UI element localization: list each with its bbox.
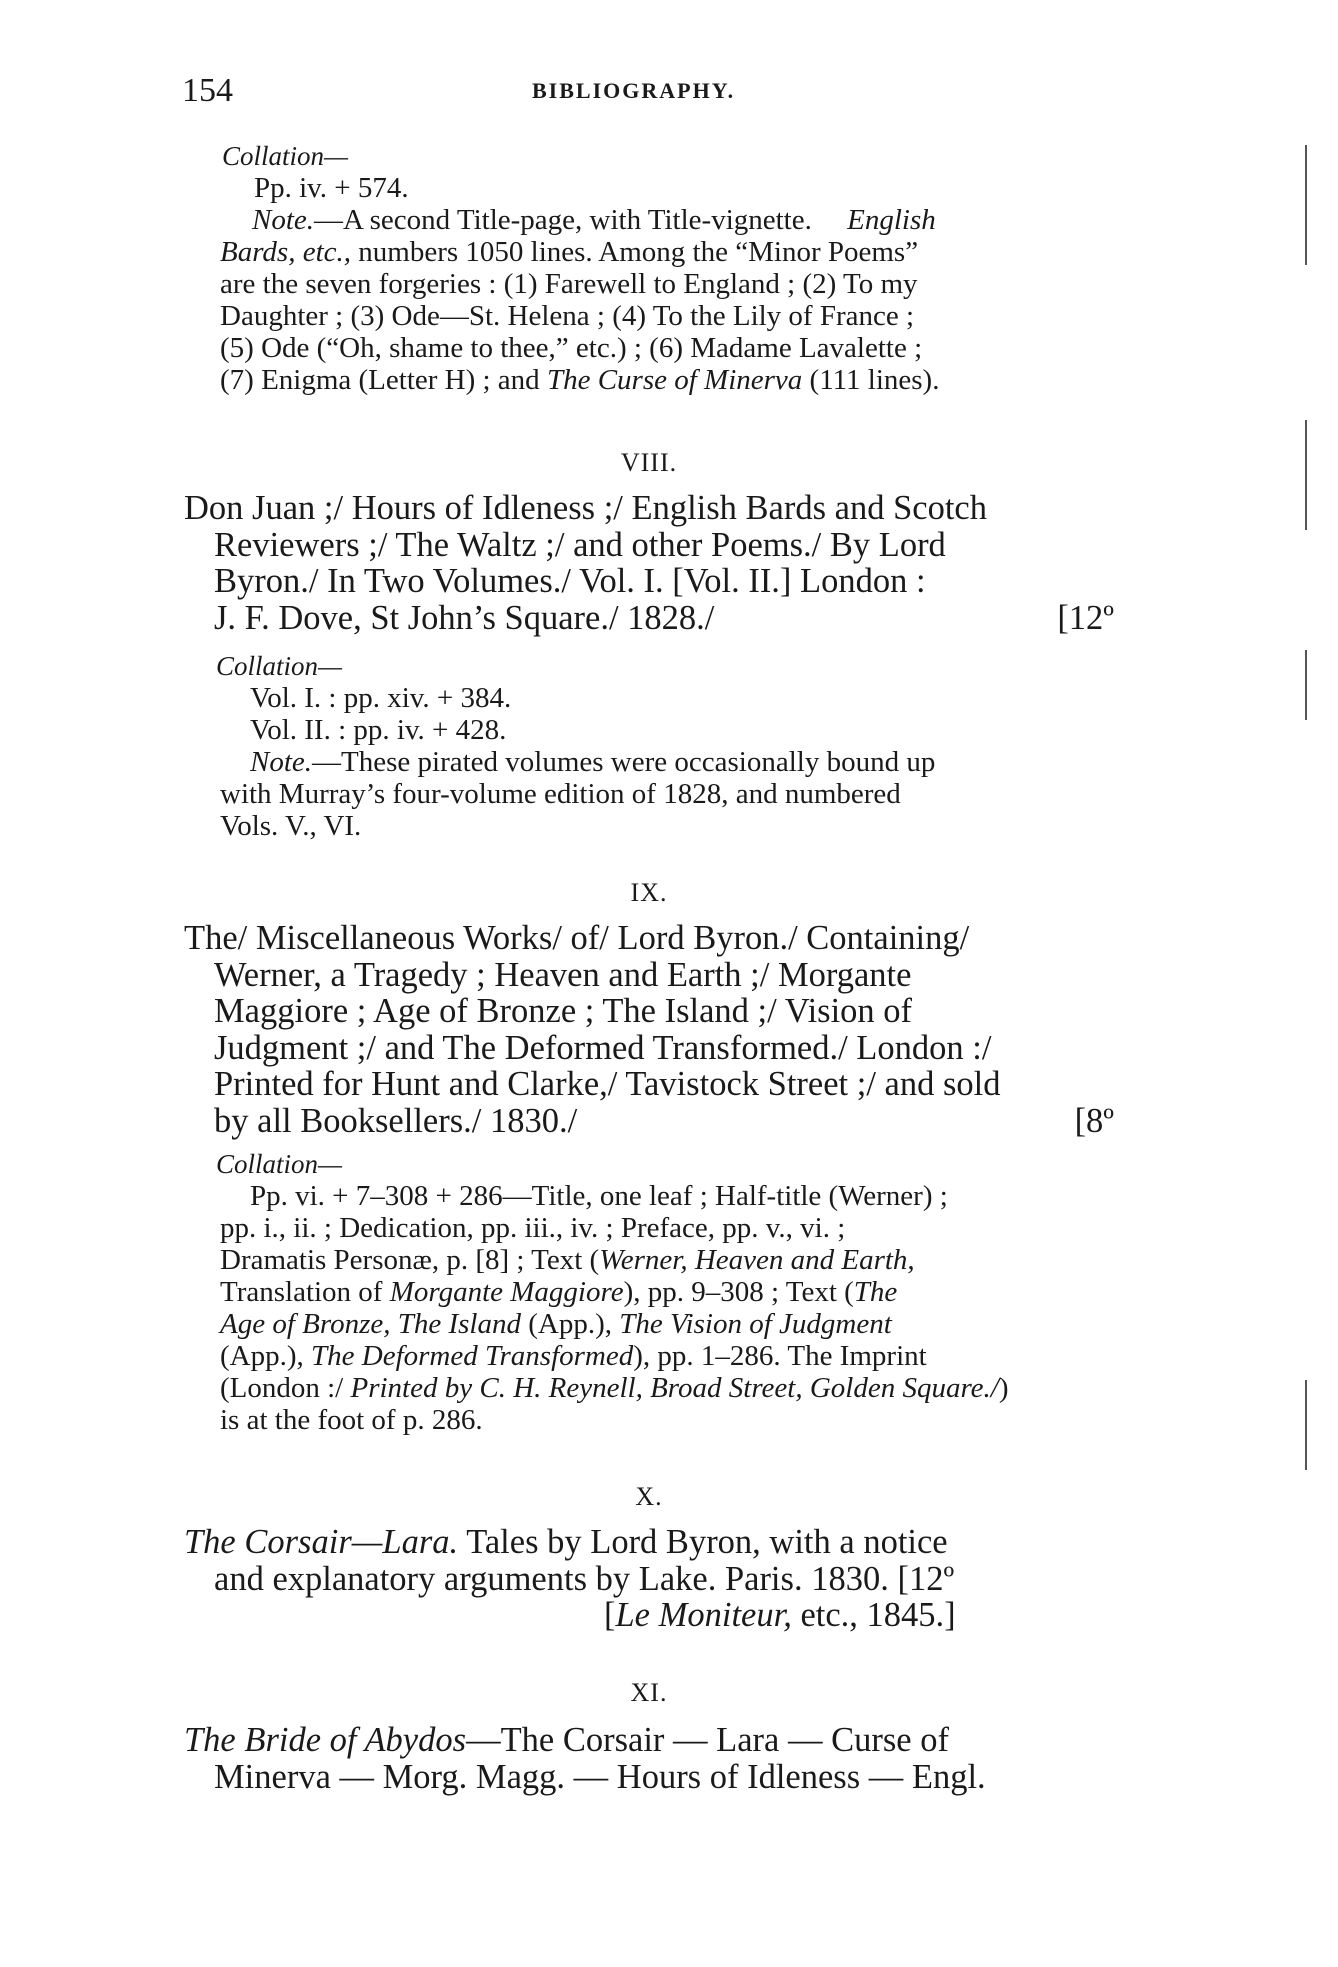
scan-mark: [1305, 420, 1307, 530]
running-head: BIBLIOGRAPHY.: [532, 78, 736, 103]
entry-ix-number-wrap: [184, 878, 1114, 914]
entry-number: X.: [635, 1482, 663, 1511]
entry-viii-number-wrap: [184, 448, 1114, 484]
entry-viii-title: Don Juan ;/ Hours of Idleness ;/ English Bards and Scotch Reviewers ;/ The Waltz ;/ and other Poems./ By Lord Byron./ In Two Volumes./ Vol. I. [Vol. II.] London : J. F. Dove, St John’s Square./ 1828./ [12º: [184, 489, 1114, 637]
entry-x-number-wrap: [184, 1482, 1114, 1518]
entry-xi-number-wrap: [184, 1678, 1114, 1714]
entry-vii-collation: Collation— Pp. iv. + 574. Note.—A second Title-page, with Title-vignette. English Bards, etc., numbers 1050 lines. Among the “Minor Poems” are the seven forgeries : (1) Farewell to England ; (2) To my Daughter ; (3) Ode—St. Helena ; (4) To the Lily of France ; (5) Ode (“Oh, shame to thee,” etc.) ; (6) Madame Lavalette ; (7) Enigma (Letter H) ; and The Curse of Minerva (111 lines).: [184, 140, 1114, 396]
page-header: [182, 72, 1122, 112]
note-label: Note.: [252, 204, 315, 236]
entry-x-title: The Corsair—Lara. Tales by Lord Byron, with a notice and explanatory arguments by Lake. Paris. 1830. [12º [Le Moniteur, etc., 1845.]: [184, 1523, 956, 1634]
entry-number: IX.: [630, 878, 668, 907]
entry-ix-title: The/ Miscellaneous Works/ of/ Lord Byron./ Containing/ Werner, a Tragedy ; Heaven and Earth ;/ Morgante Maggiore ; Age of Bronze ; The Island ;/ Vision of Judgment ;/ and The Deformed Transformed./ London :/ Printed for Hunt and Clarke,/ Tavistock Street ;/ and sold by all Booksellers./ 1830./ [8º: [184, 919, 1114, 1140]
entry-viii-collation: Collation— Vol. I. : pp. xiv. + 384. Vol. II. : pp. iv. + 428. Note.—These pirated volumes were occasionally bound up with Murray’s four-volume edition of 1828, and numbered Vols. V., VI.: [216, 651, 936, 842]
format: [8º: [1074, 1101, 1114, 1140]
entry-ix-collation: Collation— Pp. vi. + 7–308 + 286—Title, one leaf ; Half-title (Werner) ; pp. i., ii. ; Dedication, pp. iii., iv. ; Preface, pp. v., vi. ; Dramatis Personæ, p. [8] ; Text (Werner, Heaven and Earth, Translation of Morgante Maggiore), pp. 9–308 ; Text (The Age of Bronze, The Island (App.), The Vision of Judgment (App.), The Deformed Transformed), pp. 1–286. The Imprint (London :/ Printed by C. H. Reynell, Broad Street, Golden Square./) is at the foot of p. 286.: [216, 1149, 1009, 1436]
entry-xi-title: The Bride of Abydos—The Corsair — Lara — Curse of Minerva — Morg. Magg. — Hours of Idleness — Engl.: [184, 1721, 986, 1796]
format: [12º: [897, 1559, 955, 1598]
format: [12º: [1057, 598, 1114, 637]
collation-label: Collation—: [222, 141, 349, 171]
note-line: Note.—A second Title-page, with Title-vignette. English: [252, 204, 936, 236]
scan-mark: [1305, 145, 1307, 265]
entry-number: XI.: [630, 1678, 668, 1707]
scan-mark: [1305, 650, 1307, 720]
entry-number: VIII.: [620, 448, 678, 477]
scan-mark: [1305, 1380, 1307, 1470]
collation-pages: Pp. iv. + 574.: [254, 172, 409, 204]
page-number: 154: [182, 72, 233, 109]
